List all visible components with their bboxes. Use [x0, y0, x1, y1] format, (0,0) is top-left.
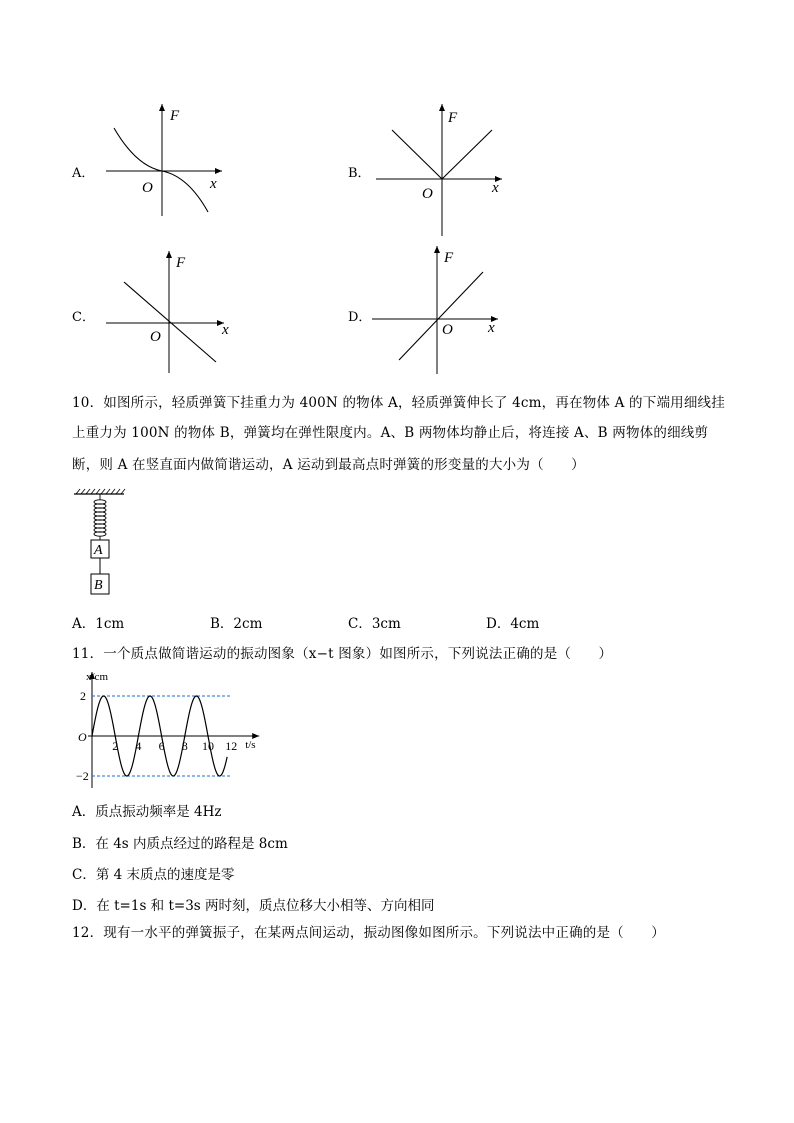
x-axis-label: t/s — [245, 739, 256, 751]
q11-stem: 11．一个质点做简谐运动的振动图象（x−t 图象）如图所示，下列说法正确的是（ ） — [72, 646, 613, 662]
block-b-label: B — [94, 578, 103, 593]
x-tick-8: 8 — [181, 739, 188, 753]
q12-stem: 12．现有一水平的弹簧振子，在某两点间运动，振动图像如图所示。下列说法中正确的是（ ） — [72, 925, 665, 941]
q11-choice-b[interactable]: B．在 4s 内质点经过的路程是 8cm — [72, 836, 288, 852]
y-label: F — [448, 110, 458, 126]
x-label: x — [222, 322, 229, 338]
option-c-letter: C． — [72, 310, 95, 325]
origin-label: O — [442, 322, 453, 338]
line-left — [392, 130, 442, 179]
spring — [94, 494, 106, 540]
origin-label: O — [422, 186, 433, 202]
ceiling-hatch — [76, 489, 125, 494]
line-right — [442, 130, 492, 179]
q10-line-3: 断，则 A 在竖直面内做简谐运动，A 运动到最高点时弹簧的形变量的大小为（ ） — [72, 457, 585, 473]
q10-choice-b[interactable]: B．2cm — [210, 616, 263, 632]
q11-choice-d[interactable]: D．在 t=1s 和 t=3s 两时刻，质点位移大小相等、方向相同 — [72, 898, 435, 914]
y-label: F — [170, 108, 180, 124]
line — [124, 282, 216, 362]
option-b-letter: B． — [348, 166, 371, 181]
q11-choice-c[interactable]: C．第 4 末质点的速度是零 — [72, 867, 235, 883]
x-tick-4: 4 — [135, 739, 142, 753]
graph-b — [370, 100, 510, 240]
option-a-letter: A． — [72, 166, 95, 181]
y-tick-neg2: −2 — [76, 769, 89, 783]
spring-diagram — [72, 488, 132, 600]
x-tick-labels — [112, 739, 237, 753]
q10-choice-d[interactable]: D．4cm — [486, 616, 540, 632]
x-tick-2: 2 — [112, 739, 119, 753]
origin-label: O — [142, 180, 153, 196]
origin-label: O — [78, 730, 87, 744]
x-label: x — [488, 320, 495, 336]
q11-choice-a[interactable]: A．质点振动频率是 4Hz — [72, 804, 222, 820]
graph-d — [370, 242, 510, 377]
q10-choice-c[interactable]: C．3cm — [348, 616, 401, 632]
q10-line-2: 上重力为 100N 的物体 B，弹簧均在弹性限度内。A、B 两物体均静止后，将连接 A、B 两物体的细线剪 — [72, 425, 709, 441]
origin-label: O — [150, 329, 161, 345]
curve — [114, 128, 208, 212]
q10-choice-a[interactable]: A．1cm — [72, 616, 125, 632]
block-a-label: A — [94, 543, 103, 558]
line — [399, 272, 483, 360]
x-tick-12: 12 — [225, 739, 238, 753]
x-label: x — [210, 176, 217, 192]
graph-c — [100, 245, 240, 375]
q10-line-1: 10．如图所示，轻质弹簧下挂重力为 400N 的物体 A，轻质弹簧伸长了 4cm，再在物体 A 的下端用细线挂 — [72, 395, 725, 411]
x-label: x — [492, 180, 499, 196]
graph-a — [100, 98, 240, 218]
x-tick-10: 10 — [202, 739, 214, 753]
option-d-letter: D． — [348, 310, 372, 325]
y-axis-label: x/cm — [86, 671, 108, 683]
x-tick-6: 6 — [158, 739, 165, 753]
y-label: F — [444, 250, 454, 266]
y-tick-2: 2 — [80, 689, 86, 703]
y-label: F — [176, 255, 186, 271]
q11-xt-graph — [72, 668, 272, 788]
